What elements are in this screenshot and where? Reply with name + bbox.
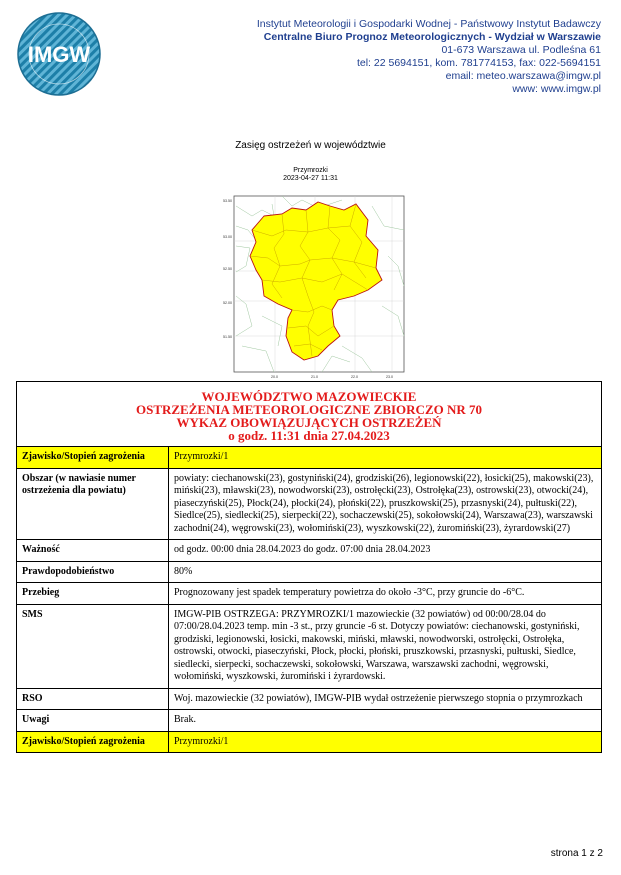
row-label: SMS: [17, 604, 169, 688]
map-caption: Zasięg ostrzeżeń w województwie: [235, 140, 386, 151]
row-value: powiaty: ciechanowski(23), gostyniński(24), grodziski(26), legionowski(22), łosicki(25), makowski(23), miński(23), mławski(23), nowodworski(23), ostrołęcki(23), Ostrołęka(23), ostrowski(23), otwocki(24), piaseczyński(25), Płock(24), płocki(24), płoński(22), pruszkowski(25), przasnyski(24), pułtuski(22), Siedlce(25), siedlecki(25), sierpecki(22), sochaczewski(25), sokołowski(24), Warszawa(23), warszawski zachodni(24), węgrowski(23), wołomiński(23), wyszkowski(22), żuromiński(23), żyrardowski(27): [169, 468, 602, 540]
table-row: [17, 688, 602, 710]
table-row: [17, 583, 602, 605]
row-label: Zjawisko/Stopień zagrożenia: [17, 731, 169, 753]
row-value: Prognozowany jest spadek temperatury powietrza do około -3°C, przy gruncie do -6°C.: [169, 583, 602, 605]
row-value: 80%: [169, 561, 602, 583]
heading-warning-number: OSTRZEŻENIA METEOROLOGICZNE ZBIORCZO NR 70: [135, 402, 483, 417]
table-heading: [17, 382, 602, 447]
table-row: [17, 604, 602, 688]
department-name: Centralne Biuro Prognoz Meteorologicznych - Wydział w Warszawie: [263, 31, 601, 43]
page-number: strona 1 z 2: [550, 848, 603, 859]
phone-info: tel: 22 5694151, kom. 781774153, fax: 022-5694151: [356, 57, 601, 69]
table-row: [17, 540, 602, 562]
row-label: Przebieg: [17, 583, 169, 605]
row-label: RSO: [17, 688, 169, 710]
row-value: od godz. 00:00 dnia 28.04.2023 do godz. 07:00 dnia 28.04.2023: [169, 540, 602, 562]
table-row: [17, 710, 602, 732]
institute-name: Instytut Meteorologii i Gospodarki Wodnej - Państwowy Instytut Badawczy: [256, 18, 601, 30]
row-value: Woj. mazowieckie (32 powiatów), IMGW-PIB wydał ostrzeżenie pierwszego stopnia o przymrozkach: [169, 688, 602, 710]
institute-header: [257, 18, 601, 96]
row-value: Przymrozki/1: [169, 447, 602, 469]
table-row: [17, 468, 602, 540]
row-value: IMGW-PIB OSTRZEGA: PRZYMROZKI/1 mazowieckie (32 powiatów) od 00:00/28.04 do 07:00/28.04.2023 temp. min -3 st., przy gruncie -6 st. Dotyczy powiatów: ciechanowski, gostyniński, grodziski, legionowski, łosicki, makowski, miński, mławski, nowodworski, ostrołęcki, Ostrołęka, ostrowski, otwocki, piaseczyński, Płock, płocki, płoński, pruszkowski, przasnyski, pułtuski, Siedlce, siedlecki, sierpecki, sochaczewski, sokołowski, Warszawa, warszawski zachodni, węgrowski, wołomiński, wyszkowski, żuromiński i żyrardowski.: [169, 604, 602, 688]
table-row: [17, 447, 602, 469]
row-value: Przymrozki/1: [169, 731, 602, 753]
warning-map: [222, 186, 408, 382]
lon-label: 21.0: [311, 375, 318, 379]
row-label: Uwagi: [17, 710, 169, 732]
lat-label: 52.50: [223, 267, 232, 271]
map-title: Przymrozki: [293, 167, 328, 174]
table-row: [17, 731, 602, 753]
heading-list-title: WYKAZ OBOWIĄZUJĄCYCH OSTRZEŻEŃ: [176, 415, 442, 430]
table-row: [17, 561, 602, 583]
email-info: email: meteo.warszawa@imgw.pl: [445, 70, 601, 82]
lat-label: 52.00: [223, 301, 232, 305]
www-info: www: www.imgw.pl: [512, 83, 601, 95]
map-date: 2023-04-27 11:31: [283, 175, 338, 182]
lon-label: 22.0: [351, 375, 358, 379]
row-label: Prawdopodobieństwo: [17, 561, 169, 583]
row-label: Obszar (w nawiasie numer ostrzeżenia dla powiatu): [17, 468, 169, 540]
lon-label: 23.0: [386, 375, 393, 379]
warning-table: [16, 381, 602, 753]
heading-datetime: o godz. 11:31 dnia 27.04.2023: [228, 428, 390, 443]
lat-label: 53.00: [223, 235, 232, 239]
row-label: Ważność: [17, 540, 169, 562]
row-label: Zjawisko/Stopień zagrożenia: [17, 447, 169, 469]
address: 01-673 Warszawa ul. Podleśna 61: [441, 44, 601, 56]
lon-label: 20.0: [271, 375, 278, 379]
logo-text: IMGW: [27, 42, 91, 67]
lat-label: 51.50: [223, 335, 232, 339]
imgw-logo: [17, 12, 101, 96]
heading-voivodeship: WOJEWÓDZTWO MAZOWIECKIE: [201, 389, 417, 404]
map-title-block: [0, 167, 621, 183]
row-value: Brak.: [169, 710, 602, 732]
lat-label: 53.50: [223, 199, 232, 203]
